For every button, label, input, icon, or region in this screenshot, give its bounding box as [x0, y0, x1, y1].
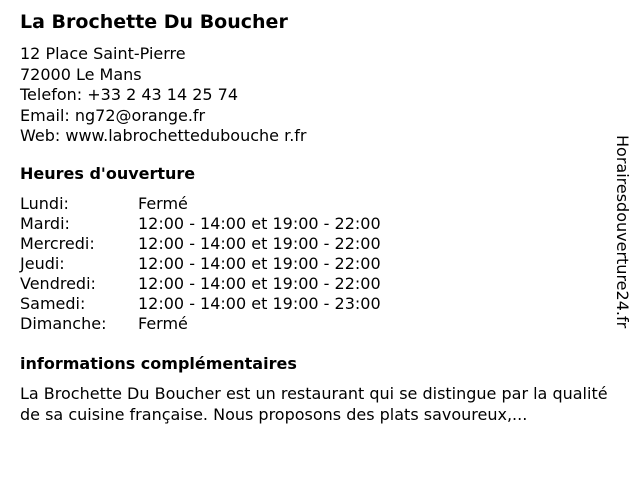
day-time: Fermé — [138, 194, 188, 213]
day-label: Jeudi: — [20, 254, 65, 273]
day-label: Mardi: — [20, 214, 70, 233]
business-name: La Brochette Du Boucher — [20, 11, 288, 33]
email-address[interactable]: Email: ng72@orange.fr — [20, 105, 206, 125]
day-time: 12:00 - 14:00 et 19:00 - 22:00 — [138, 274, 381, 293]
day-label: Mercredi: — [20, 234, 95, 253]
day-time: 12:00 - 14:00 et 19:00 - 22:00 — [138, 214, 381, 233]
day-label: Vendredi: — [20, 274, 96, 293]
info-heading: informations complémentaires — [20, 354, 297, 373]
day-time: 12:00 - 14:00 et 19:00 - 23:00 — [138, 294, 381, 313]
hours-row-mardi — [20, 214, 381, 234]
hours-row-dimanche — [20, 314, 381, 334]
opening-hours-table — [20, 194, 381, 334]
day-time: 12:00 - 14:00 et 19:00 - 22:00 — [138, 234, 381, 253]
hours-heading: Heures d'ouverture — [20, 164, 196, 183]
day-label: Samedi: — [20, 294, 86, 313]
contact-block — [20, 44, 306, 147]
hours-row-jeudi — [20, 254, 381, 274]
address-city: 72000 Le Mans — [20, 64, 142, 84]
phone-number[interactable]: Telefon: +33 2 43 14 25 74 — [20, 85, 239, 104]
day-time: 12:00 - 14:00 et 19:00 - 22:00 — [138, 254, 381, 273]
site-brand-vertical: Horairesdouverture24.fr — [613, 135, 632, 329]
hours-row-vendredi — [20, 274, 381, 294]
description-text: La Brochette Du Boucher est un restaurant qui se distingue par la qualité de sa cuisine française. Nous proposons des plats savoureux,... — [20, 384, 608, 424]
hours-row-lundi — [20, 194, 381, 214]
day-time: Fermé — [138, 314, 188, 333]
website-link[interactable]: Web: www.labrochettedubouche r.fr — [20, 126, 307, 145]
address-street: 12 Place Saint-Pierre — [20, 44, 186, 63]
day-label: Lundi: — [20, 194, 69, 213]
day-label: Dimanche: — [20, 314, 107, 333]
hours-row-mercredi — [20, 234, 381, 254]
hours-row-samedi — [20, 294, 381, 314]
